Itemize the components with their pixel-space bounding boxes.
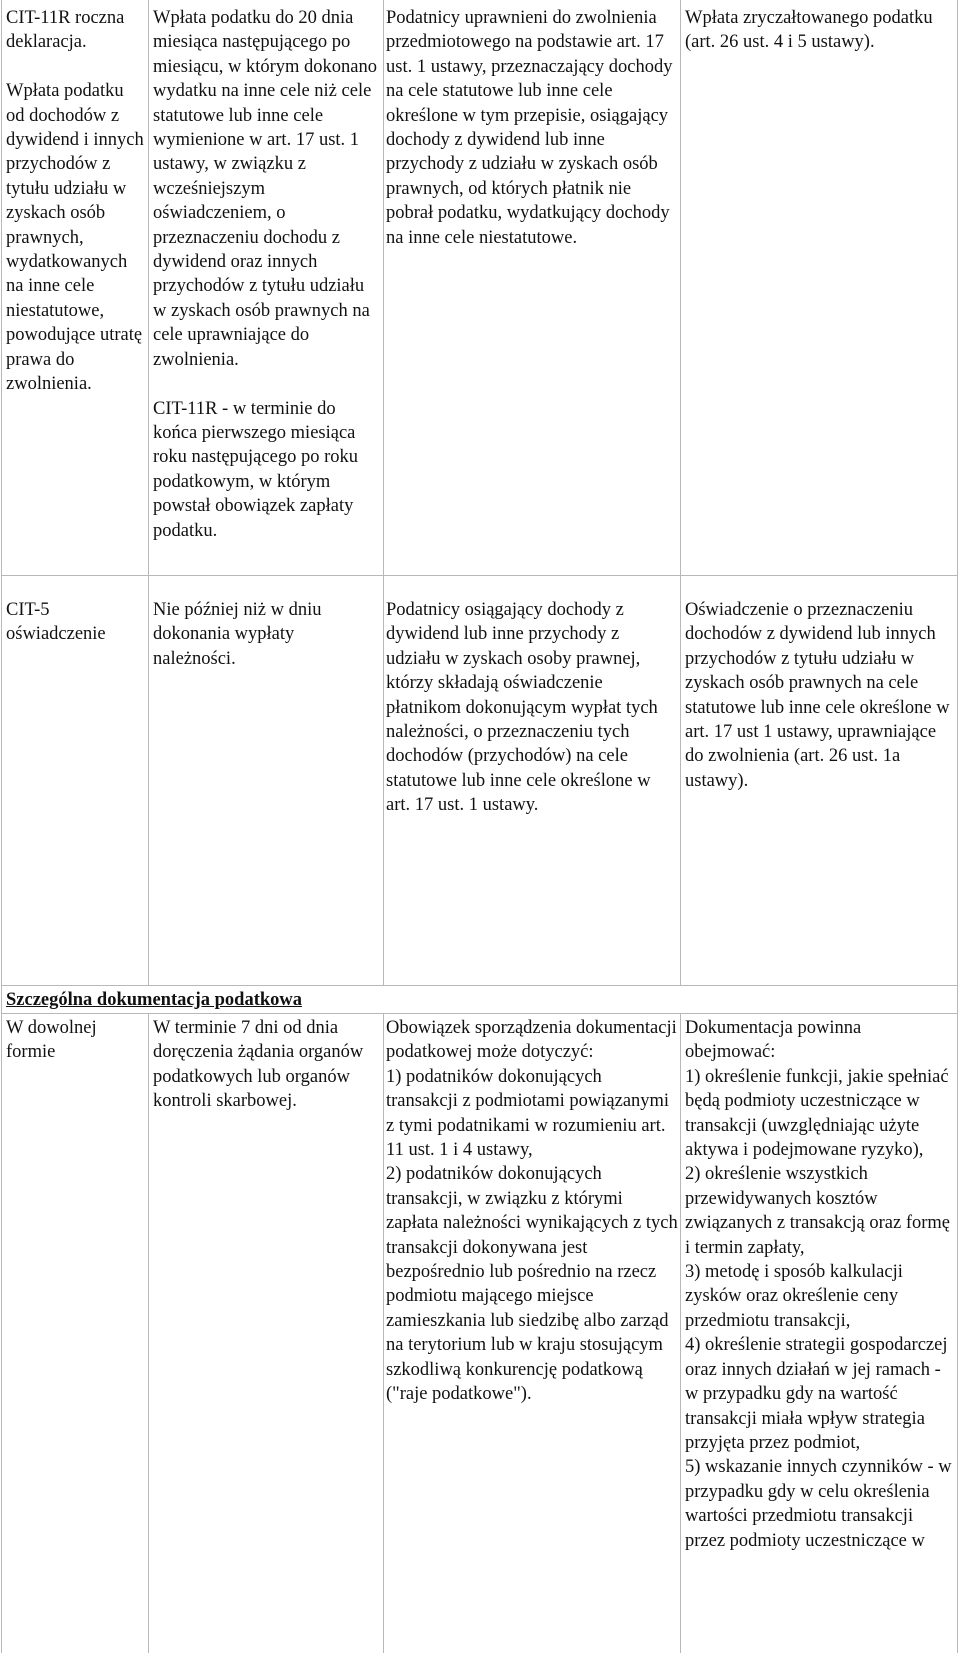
table-cell-form: W dowolnej formie <box>6 1018 97 1063</box>
column-divider-1 <box>148 0 149 985</box>
table-cell-what: Dokumentacja powinna obejmować: 1) określenie funkcji, jakie spełniać będą podmioty uczestniczące w transakcji (uwzględniając użyte aktywa i podejmowane ryzyko), 2) określenie wszystkich przewidywanych kosztów związanych z transakcją oraz formę i termin zapłaty, 3) metodę i sposób kalkulacji zysków oraz określenie ceny przedmiotu transakcji, 4) określenie strategii gospodarczej oraz innych działań w jej ramach - w przypadku gdy na wartość transakcji miała wpływ strategia przyjęta przez podmiot, 5) wskazanie innych czynników - w przypadku gdy w celu określenia wartości przedmiotu transakcji przez podmioty uczestniczące w <box>685 1018 952 1551</box>
column-divider-1-lower <box>148 1013 149 1653</box>
row-divider-3 <box>1 1013 958 1014</box>
table-cell-deadline: Wpłata podatku do 20 dnia miesiąca następującego po miesiącu, w którym dokonano wydatku na inne cele niż cele statutowe lub inne cele wymienione w art. 17 ust. 1 ustawy, w związku z wcześniejszym oświadczeniem, o przeznaczeniu dochodu z dywidend oraz innych przychodów z tytułu udziału w zyskach osób prawnych na cele uprawniające do zwolnienia. CIT-11R - w terminie do końca pierwszego miesiąca roku następującego po roku podatkowym, w którym powstał obowiązek zapłaty podatku. <box>153 8 378 541</box>
table-cell-what: Wpłata zryczałtowanego podatku (art. 26 ust. 4 i 5 ustawy). <box>685 8 933 53</box>
row-divider-2 <box>1 985 958 986</box>
column-divider-3 <box>680 0 681 985</box>
table-cell-form: CIT-11R roczna deklaracja. Wpłata podatku od dochodów z dywidend i innych przychodów z tytułu udziału w zyskach osób prawnych, wydatkowanych na inne cele niestatutowe, powodujące utratę prawa do zwolnienia. <box>6 8 144 395</box>
table-cell-deadline: Nie później niż w dniu dokonania wypłaty należności. <box>153 600 322 669</box>
table-cell-who: Podatnicy uprawnieni do zwolnienia przedmiotowego na podstawie art. 17 ust. 1 ustawy, przeznaczający dochody na cele statutowe lub inne cele określone w tym przepisie, osiągający dochody z dywidend lub inne przychody z udziału w zyskach osób prawnych, od których płatnik nie pobrał podatku, wydatkujący dochody na inne cele niestatutowe. <box>386 8 673 248</box>
table-cell-what: Oświadczenie o przeznaczeniu dochodów z dywidend lub innych przychodów z tytułu udziału w zyskach osób prawnych na cele statutowe lub inne cele określone w art. 17 ust 1 ustawy, uprawniające do zwolnienia (art. 26 ust. 1a ustawy). <box>685 600 950 791</box>
column-divider-2 <box>383 0 384 985</box>
table-cell-form: CIT-5 oświadczenie <box>6 600 106 645</box>
table-border-left <box>1 0 2 1653</box>
table-cell-deadline: W terminie 7 dni od dnia doręczenia żądania organów podatkowych lub organów kontroli skarbowej. <box>153 1018 364 1112</box>
column-divider-3-lower <box>680 1013 681 1653</box>
table-border-right <box>957 0 958 1653</box>
table-cell-who: Obowiązek sporządzenia dokumentacji podatkowej może dotyczyć: 1) podatników dokonujących transakcji z podmiotami powiązanymi z tymi podatnikami w rozumieniu art. 11 ust. 1 i 4 ustawy, 2) podatników dokonujących transakcji, w związku z którymi zapłata należności wynikających z tych transakcji dokonywana jest bezpośrednio lub pośrednio na rzecz podmiotu mającego miejsce zamieszkania lub siedzibę albo zarząd na terytorium lub w kraju stosującym szkodliwą konkurencję podatkową ("raje podatkowe"). <box>386 1018 678 1405</box>
column-divider-2-lower <box>383 1013 384 1653</box>
row-divider-1 <box>1 575 958 576</box>
table-cell-who: Podatnicy osiągający dochody z dywidend lub inne przychody z udziału w zyskach osoby prawnej, którzy składają oświadczenie płatnikom dokonującym wypłat tych należności, o przeznaczeniu tych dochodów (przychodów) na cele statutowe lub inne cele określone w art. 17 ust. 1 ustawy. <box>386 600 658 816</box>
section-heading: Szczególna dokumentacja podatkowa <box>6 990 303 1010</box>
